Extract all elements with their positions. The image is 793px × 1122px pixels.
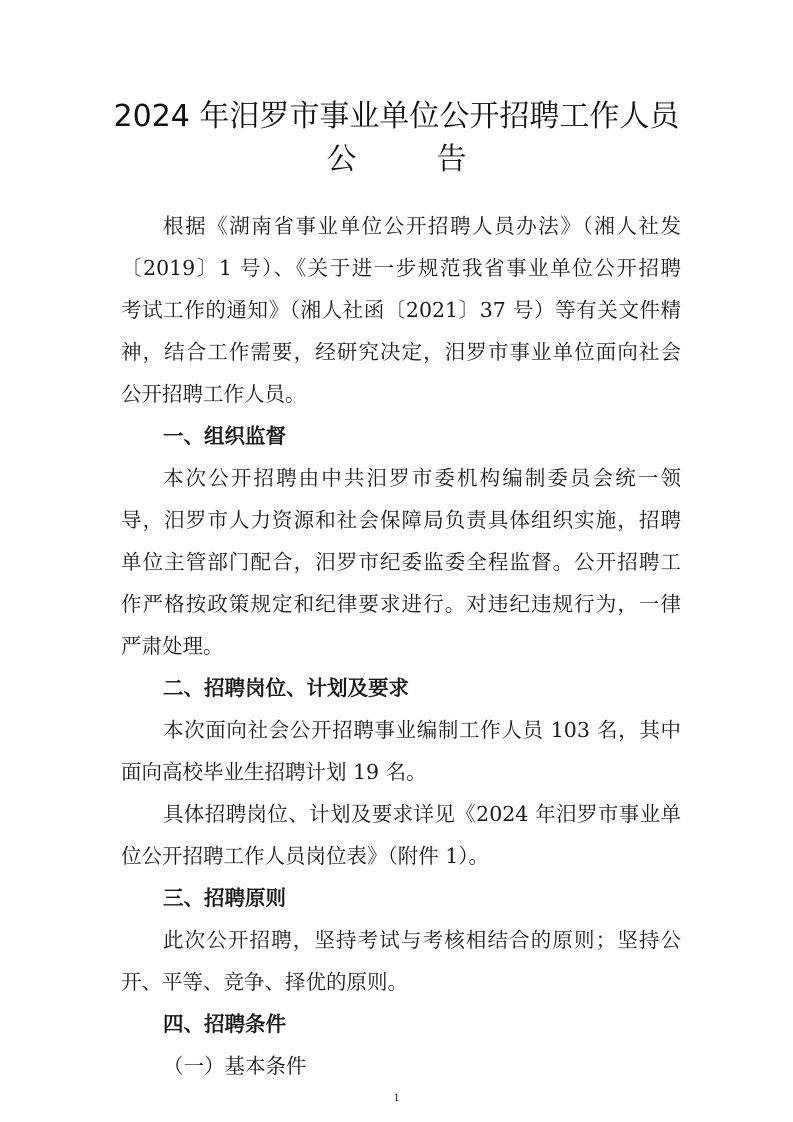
section1-line-2: 导，汨罗市人力资源和社会保障局负责具体组织实施，招聘: [121, 508, 681, 532]
section1-line-3: 单位主管部门配合，汨罗市纪委监委全程监督。公开招聘工: [121, 550, 681, 574]
page-number: 1: [393, 1090, 400, 1104]
section3-line-1: 此次公开招聘，坚持考试与考核相结合的原则；坚持公: [163, 928, 681, 952]
intro-line-1: 根据《湖南省事业单位公开招聘人员办法》（湘人社发: [163, 214, 681, 238]
document-title-notice: [0, 139, 793, 181]
section2-para2-line-2: 位公开招聘工作人员岗位表》（附件 1）。: [121, 844, 490, 868]
subsection-basic-conditions: （一）基本条件: [163, 1054, 307, 1078]
section3-line-2: 开、平等、竞争、择优的原则。: [121, 970, 408, 994]
section1-line-5: 严肃处理。: [121, 634, 224, 658]
section1-line-4: 作严格按政策规定和纪律要求进行。对违纪违规行为，一律: [121, 592, 681, 616]
section-heading-conditions: 四、招聘条件: [163, 1012, 286, 1036]
intro-line-2: 〔2019〕1 号）、《关于进一步规范我省事业单位公开招聘: [121, 256, 681, 280]
section2-para1-line-2: 面向高校毕业生招聘计划 19 名。: [121, 760, 427, 784]
section2-para2-line-1: 具体招聘岗位、计划及要求详见《2024 年汨罗市事业单: [163, 802, 681, 826]
section-heading-positions: 二、招聘岗位、计划及要求: [163, 676, 409, 700]
document-title: 2024 年汨罗市事业单位公开招聘工作人员: [113, 99, 680, 134]
intro-line-4: 神，结合工作需要，经研究决定，汨罗市事业单位面向社会: [121, 340, 681, 364]
title-char-gao: 告: [436, 142, 467, 177]
section1-line-1: 本次公开招聘由中共汨罗市委机构编制委员会统一领: [163, 466, 681, 490]
intro-line-5: 公开招聘工作人员。: [121, 382, 306, 406]
section-heading-organization: 一、组织监督: [163, 424, 286, 448]
section2-para1-line-1: 本次面向社会公开招聘事业编制工作人员 103 名，其中: [163, 718, 681, 742]
intro-line-3: 考试工作的通知》（湘人社函〔2021〕37 号）等有关文件精: [121, 298, 681, 322]
section-heading-principles: 三、招聘原则: [163, 886, 286, 910]
title-char-gong: 公: [326, 142, 357, 177]
